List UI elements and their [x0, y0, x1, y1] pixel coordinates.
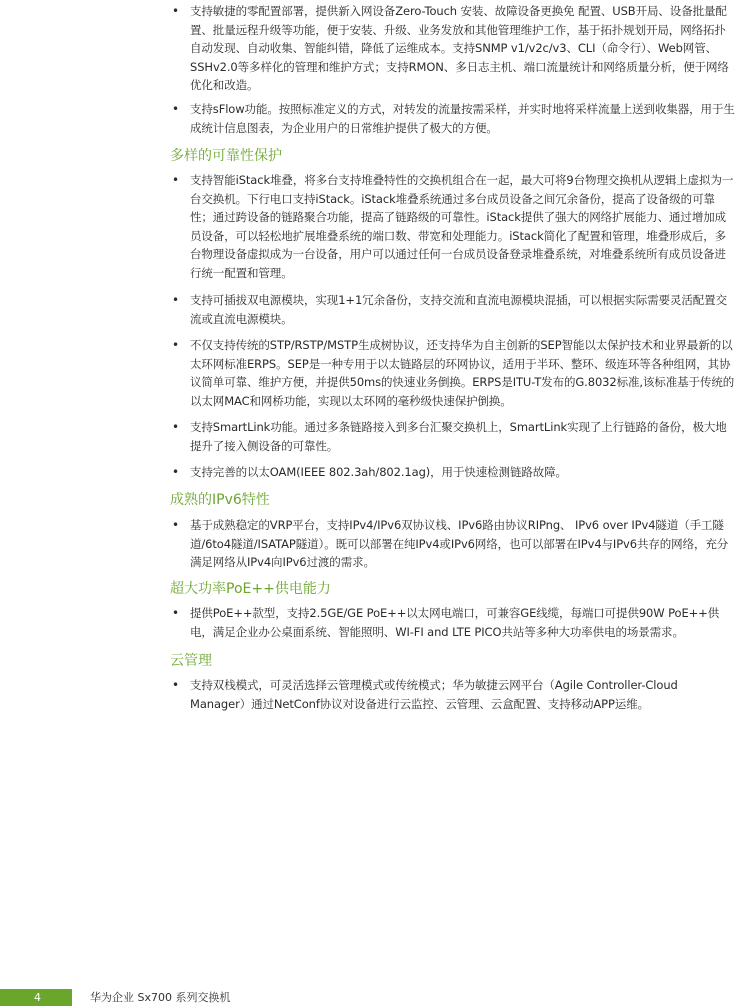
list-item-text: 支持可插拔双电源模块，实现1+1冗余备份，支持交流和直流电源模块混插，可以根据实际需要灵活配置交流或直流电源模块。 [190, 293, 727, 326]
list-item [172, 463, 735, 482]
list-item [172, 291, 735, 328]
bullet-icon: • [172, 420, 179, 434]
list-item-text: 支持完善的以太OAM(IEEE 802.3ah/802.1ag)，用于快速检测链路故障。 [190, 465, 567, 479]
bullet-icon: • [172, 173, 179, 187]
list-item [172, 516, 735, 572]
list-item [172, 336, 735, 410]
page-number-tab [0, 989, 72, 1006]
list-item-text: 提供PoE++款型，支持2.5GE/GE PoE++以太网电端口，可兼容GE线缆，每端口可提供90W PoE++供电，满足企业办公桌面系统、智能照明、WI-FI and LTE PICO共站等多种大功率供电的场景需求。 [190, 606, 720, 639]
list-item-text: 支持敏捷的零配置部署，提供新入网设备Zero-Touch 安装、故障设备更换免 配置、USB开局、设备批量配置、批量远程升级等功能，便于安装、升级、业务发放和其他管理维护工作，基于拓扑规划开局，网络拓扑自动发现、自动收集、智能纠错，降低了运维成本。支持SNMP v1/v2c/v3、CLI（命令行）、Web网管、SSHv2.0等多样化的管理和维护方式；支持RMON、多日志主机、端口流量统计和网络质量分析，便于网络优化和改造。 [190, 4, 729, 92]
bullet-icon: • [172, 678, 179, 692]
section-heading-poe: 超大功率PoE++供电能力 [170, 581, 331, 597]
list-item-text: 支持sFlow功能。按照标准定义的方式，对转发的流量按需采样，并实时地将采样流量上送到收集器，用于生成统计信息图表，为企业用户的日常维护提供了极大的方便。 [190, 102, 735, 135]
list-item-text: 支持智能iStack堆叠，将多台支持堆叠特性的交换机组合在一起，最大可将9台物理交换机从逻辑上虚拟为一台交换机。下行电口支持iStack。iStack堆叠系统通过多台成员设备之间冗余备份，提高了设备级的可靠性；通过跨设备的链路聚合功能，提高了链路级的可靠性。iStack提供了强大的网络扩展能力、通过增加成员设备，可以轻松地扩展堆叠系统的端口数、带宽和处理能力。iStack简化了配置和管理，堆叠形成后，多台物理设备虚拟成为一台设备，用户可以通过任何一台成员设备登录堆叠系统，对堆叠系统所有成员设备进行统一配置和管理。 [190, 173, 734, 280]
list-item [172, 676, 735, 713]
bullet-icon: • [172, 606, 179, 620]
page-footer [0, 989, 750, 1006]
bullet-icon: • [172, 465, 179, 479]
bullet-icon: • [172, 338, 179, 352]
footer-title: 华为企业 Sx700 系列交换机 [90, 991, 231, 1004]
bullet-icon: • [172, 518, 179, 532]
list-item-text: 基于成熟稳定的VRP平台，支持IPv4/IPv6双协议栈、IPv6路由协议RIPng、 IPv6 over IPv4隧道（手工隧道/6to4隧道/ISATAP隧道）。既可以部署在纯IPv4或IPv6网络，也可以部署在IPv4与IPv6共存的网络，充分满足网络从IPv4向IPv6过渡的需求。 [190, 518, 729, 569]
page-number: 4 [34, 991, 41, 1004]
list-item [172, 2, 735, 95]
bullet-icon: • [172, 102, 179, 116]
list-item [172, 100, 735, 137]
list-item-text: 支持SmartLink功能。通过多条链路接入到多台汇聚交换机上，SmartLink实现了上行链路的备份，极大地提升了接入侧设备的可靠性。 [190, 420, 727, 453]
list-item-text: 支持双栈模式，可灵活选择云管理模式或传统模式；华为敏捷云网平台（Agile Controller-Cloud Manager）通过NetConf协议对设备进行云监控、云管理、云盒配置、支持移动APP运维。 [190, 678, 678, 711]
section-heading-cloud: 云管理 [170, 653, 212, 669]
section-heading-ipv6: 成熟的IPv6特性 [170, 492, 270, 508]
section-heading-reliability: 多样的可靠性保护 [170, 148, 282, 164]
list-item [172, 418, 735, 455]
list-item-text: 不仅支持传统的STP/RSTP/MSTP生成树协议，还支持华为自主创新的SEP智能以太保护技术和业界最新的以太环网标准ERPS。SEP是一种专用于以太链路层的环网协议，适用于半环、整环、级连环等各种组网，其协议简单可靠、维护方便，并提供50ms的快速业务倒换。ERPS是ITU-T发布的G.8032标准,该标准基于传统的以太网MAC和网桥功能，实现以太环网的毫秒级快速保护倒换。 [190, 338, 735, 408]
bullet-icon: • [172, 293, 179, 307]
list-item [172, 604, 735, 641]
bullet-icon: • [172, 4, 179, 18]
list-item [172, 171, 735, 282]
